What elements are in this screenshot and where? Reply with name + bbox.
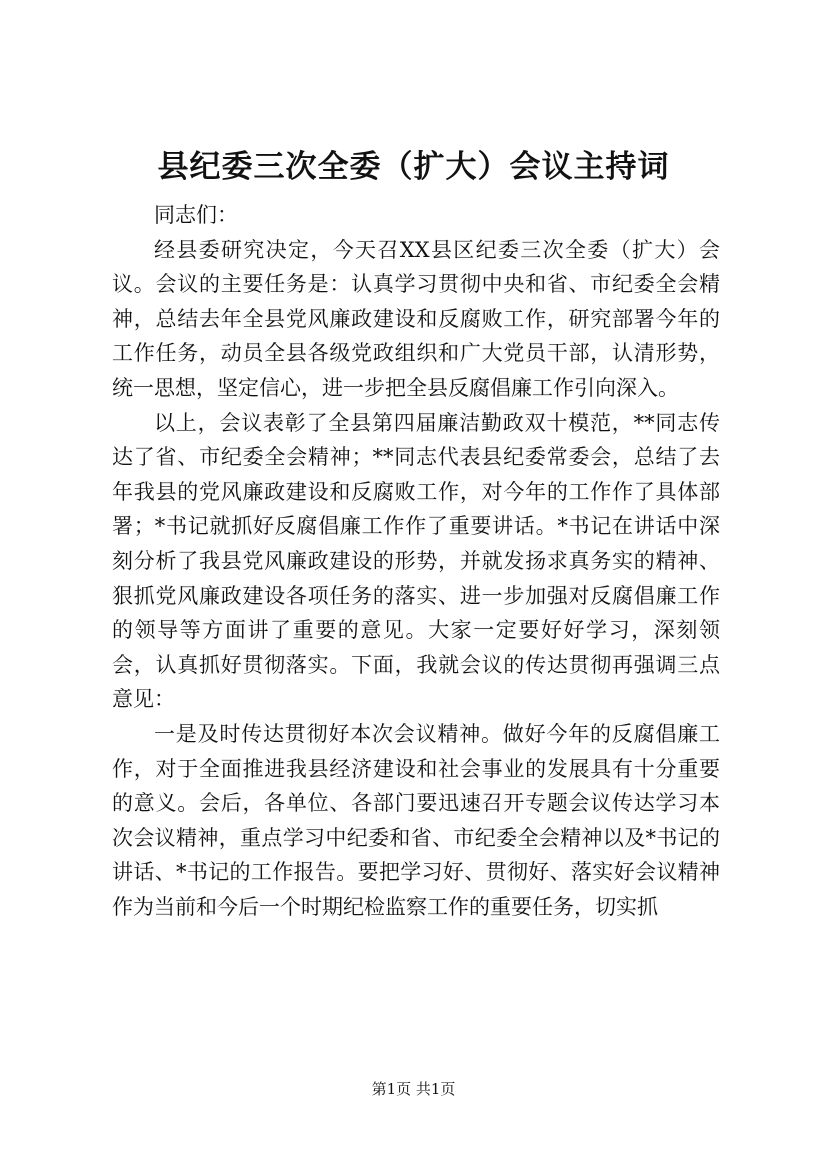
document-title: 县纪委三次全委（扩大）会议主持词 — [157, 149, 670, 185]
greeting: 同志们： — [154, 203, 238, 227]
paragraph-2: 以上，会议表彰了全县第四届廉洁勤政双十模范，**同志传达了省、市纪委全会精神；**同志代表县纪委常委会，总结了去年我县的党风廉政建设和反腐败工作，对今年的工作作了具体部署；*书记就抓好反腐倡廉工作作了重要讲话。*书记在讲话中深刻分析了我县党风廉政建设的形势，并就发扬求真务实的精神、狠抓党风廉政建设各项任务的落实、进一步加强对反腐倡廉工作的领导等方面讲了重要的意见。大家一定要好好学习，深刻领会，认真抓好贯彻落实。下面，我就会议的传达贯彻再强调三点意见： — [112, 410, 720, 712]
paragraph-1: 经县委研究决定，今天召XX县区纪委三次全委（扩大）会议。会议的主要任务是：认真学习贯彻中央和省、市纪委全会精神，总结去年全县党风廉政建设和反腐败工作，研究部署今年的工作任务，动员全县各级党政组织和广大党员干部，认清形势，统一思想，坚定信心，进一步把全县反腐倡廉工作引向深入。 — [112, 237, 720, 400]
document-body — [112, 198, 720, 924]
page-footer — [0, 1078, 827, 1100]
paragraph-3: 一是及时传达贯彻好本次会议精神。做好今年的反腐倡廉工作，对于全面推进我县经济建设和社会事业的发展具有十分重要的意义。会后，各单位、各部门要迅速召开专题会议传达学习本次会议精神，重点学习中纪委和省、市纪委全会精神以及*书记的讲话、*书记的工作报告。要把学习好、贯彻好、落实好会议精神作为当前和今后一个时期纪检监察工作的重要任务，切实抓 — [112, 721, 720, 919]
page-number: 第1页 共1页 — [371, 1080, 456, 1098]
